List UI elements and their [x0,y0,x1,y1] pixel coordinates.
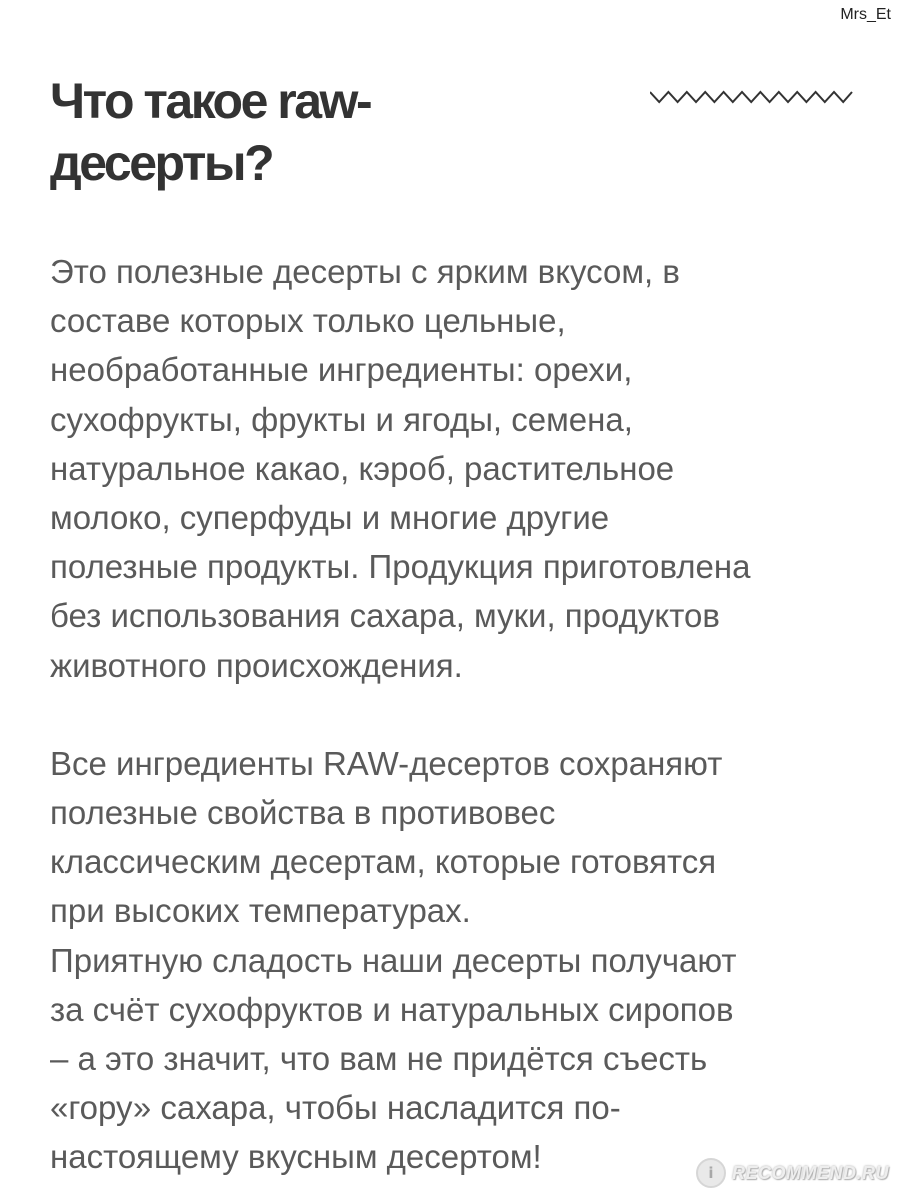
article-heading: Что такое raw- десерты? [50,73,371,191]
watermark [696,1158,889,1188]
zigzag-line-icon [650,88,853,106]
watermark-text: RECOMMEND.RU [732,1162,889,1183]
paragraph-what-are-raw-desserts: Это полезные десерты с ярким вкусом, в составе которых только цельные, необработанные ингредиенты: орехи, сухофрукты, фрукты и ягоды, семена, натуральное какао, кэроб, растительное молоко, суперфуды и многие другие полезные продукты. Продукция приготовлена без использования сахара, муки, продуктов животного происхождения. [50,253,751,684]
paragraph-ingredients-benefits: Все ингредиенты RAW-десертов сохраняют полезные свойства в противовес классическим десертам, которые готовятся при высоких температурах. Приятную сладость наши десерты получают за счёт сухофруктов и натуральных сиропов – а это значит, что вам не придётся съесть «гору» сахара, чтобы насладится по- настоящему вкусным десертом! [50,744,737,1176]
recommend-logo-icon: i [696,1158,726,1188]
article-body [50,247,880,1182]
username-label: Mrs_Et [840,6,891,23]
